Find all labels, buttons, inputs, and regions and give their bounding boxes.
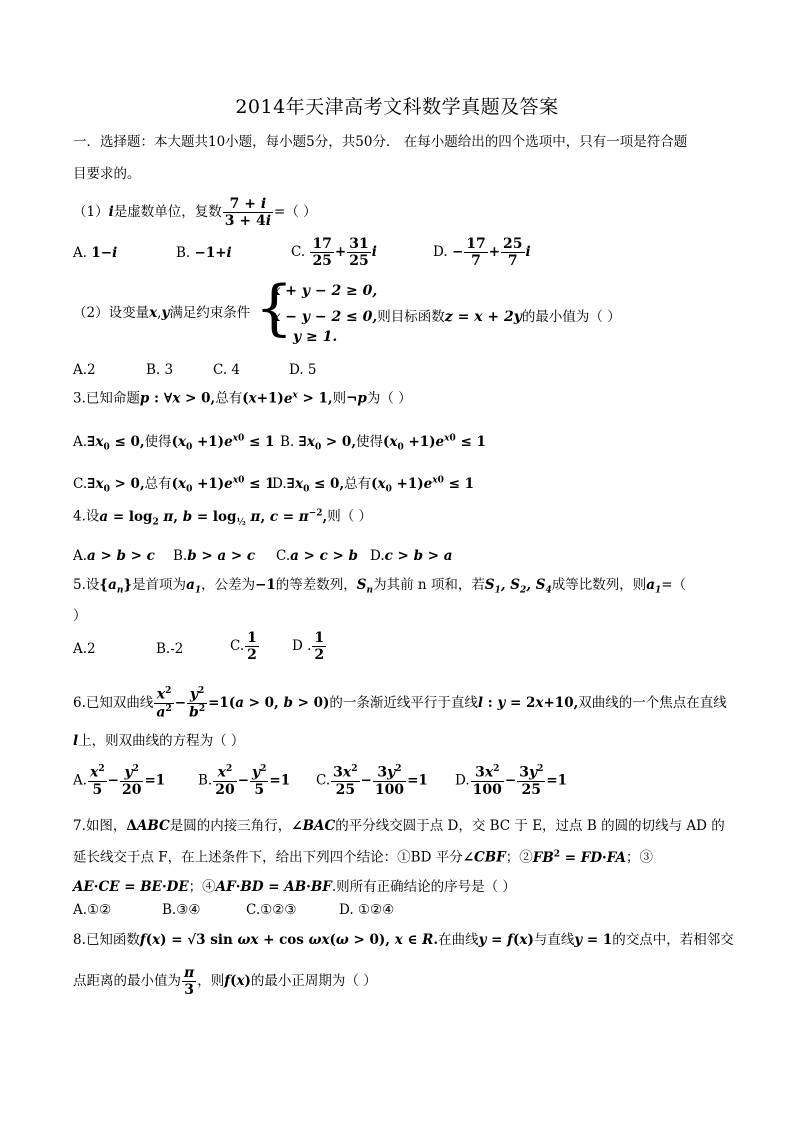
q4-option-d: D.c > b > a <box>370 548 453 564</box>
left-brace: { <box>255 273 294 343</box>
question-6-stem: 6.已知双曲线 $\frac{x^2}{a^2}$ − $\frac{y^2}{b^2}$ =1(a > 0, b > 0)的一条渐近线平行于直线l : y = 2x+10,双曲线的一个焦点在直线 <box>73 686 727 721</box>
question-2-stem: （2）设变量x,y满足约束条件 <box>73 305 251 321</box>
q7-option-a: A.①② <box>73 902 112 918</box>
q1-math-i: i <box>108 204 114 221</box>
q4-option-a: A.a > b > c <box>73 548 155 564</box>
question-8-line1: 8.已知函数f(x) = √3 sin ωx + cos ωx(ω > 0), x ∈ R.在曲线y = f(x)与直线y = 1的交点中，若相邻交 <box>73 932 734 948</box>
question-4-stem: 4.设$a = \log_2 \pi$, $b = \log_{\frac{1}{2}} \pi$, $c = \pi^{-2}$,则（ ） <box>73 508 372 528</box>
q3-option-d: $D.\exists x_0 \le 0$,总有$(x_0 +1)e^{x0} \le 1$ <box>272 475 475 495</box>
q6-option-c: C. $\frac{3x^2}{25}$ − $\frac{3y^2}{100}$ =1 <box>316 764 428 798</box>
q1-fraction: $\frac{7 + i}{3 + 4i}$ <box>224 196 272 230</box>
q1-option-c: C. $\frac{17}{25}$ + $\frac{31}{25}$ i <box>291 236 377 270</box>
constraint-3: y ≥ 1. <box>293 329 338 345</box>
question-1-stem <box>73 196 317 229</box>
section-intro-line2: 目要求的。 <box>73 166 141 182</box>
q1-option-b: B. −1+i <box>176 245 232 261</box>
q7-option-c: C.①②③ <box>246 902 297 918</box>
q4-option-b: B.b > a > c <box>173 548 256 564</box>
question-7-line2: 延长线交于点 F，在上述条件下，给出下列四个结论：①BD 平分∠CBF；$②FB^2 = FD\cdot FA$；③ <box>73 849 654 866</box>
q5-option-c: C. $\frac{1}{2}$ <box>230 630 257 664</box>
q5-option-a: A.2 <box>73 641 96 657</box>
q2-option-c: C. 4 <box>213 362 241 378</box>
q3-option-b: B. $\exists x_0 > 0$,使得$(x_0 +1)e^{x0} \le 1$ <box>280 433 486 453</box>
q2-option-d: D. 5 <box>289 362 317 378</box>
constraint-1: x + y − 2 ≥ 0, <box>272 283 378 299</box>
q1-prefix: （1） <box>73 204 109 221</box>
q7-option-b: B.③④ <box>162 902 201 918</box>
q4-option-c: C.a > c > b <box>276 548 358 564</box>
question-8-line2: 点距离的最小值为 $\frac{\pi}{3}$ ，则f(x)的最小正周期为（ ） <box>73 965 377 999</box>
q6-option-b: B. $\frac{x^2}{20}$ − $\frac{y^2}{5}$ =1 <box>198 764 291 798</box>
q2-option-a: A.2 <box>73 362 96 378</box>
q6-line2: l上，则双曲线的方程为（ ） <box>73 733 245 749</box>
q3-option-a: $A.\exists x_0 \le 0$,使得$(x_0 +1)e^{x0} \le 1$ <box>73 433 275 453</box>
q6-option-d: D. $\frac{3x^2}{100}$ − $\frac{3y^2}{25}$ =1 <box>455 764 568 798</box>
q5-option-d: D . $\frac{1}{2}$ <box>292 630 325 664</box>
q1-option-a: A. 1−i <box>73 245 118 261</box>
question-5-stem: 5.设$\{a_n\}$是首项为$a_1$，公差为−1的等差数列，$S_n$为其前 n 项和，若$S_1$, $S_2$, $S_4$成等比数列，则$a_1=$（ <box>73 577 687 596</box>
q1-suffix: =（ ） <box>274 204 317 221</box>
q2-option-b: B. 3 <box>146 362 174 378</box>
section-intro-line1: 一．选择题：本大题共10小题，每小题5分，共50分． 在每小题给出的四个选项中，只有一项是符合题 <box>73 134 688 150</box>
q5-line2: ） <box>73 608 87 624</box>
constraint-2: x − y − 2 ≤ 0,则目标函数z = x + 2y的最小值为（ ） <box>272 309 621 325</box>
page-title: 2014年天津高考文科数学真题及答案 <box>235 96 559 118</box>
question-7-line1: 7.如图，ΔABC是圆的内接三角行，∠BAC的平分线交圆于点 D，交 BC 于 E，过点 B 的圆的切线与 AD 的 <box>73 818 725 834</box>
q1-option-d: D. − $\frac{17}{7}$ + $\frac{25}{7}$ i <box>433 236 531 270</box>
q6-option-a: A. $\frac{x^2}{5}$ − $\frac{y^2}{20}$ =1 <box>73 764 166 798</box>
q3-option-c: $C.\exists x_0 > 0$,总有$(x_0 +1)e^{x0} \le 1$ <box>73 475 275 495</box>
question-3-stem: 3.已知命题p : ∀x > 0,总有$(x+1)e^x > 1$,则¬p为（ ） <box>73 390 412 407</box>
q5-option-b: B.-2 <box>156 641 184 657</box>
q7-option-d: D. ①②④ <box>339 902 395 918</box>
question-7-line3: AE·CE = BE·DE；④AF·BD = AB·BF.则所有正确结论的序号是（ ） <box>73 879 516 895</box>
q1-text: 是虚数单位，复数 <box>113 204 222 221</box>
